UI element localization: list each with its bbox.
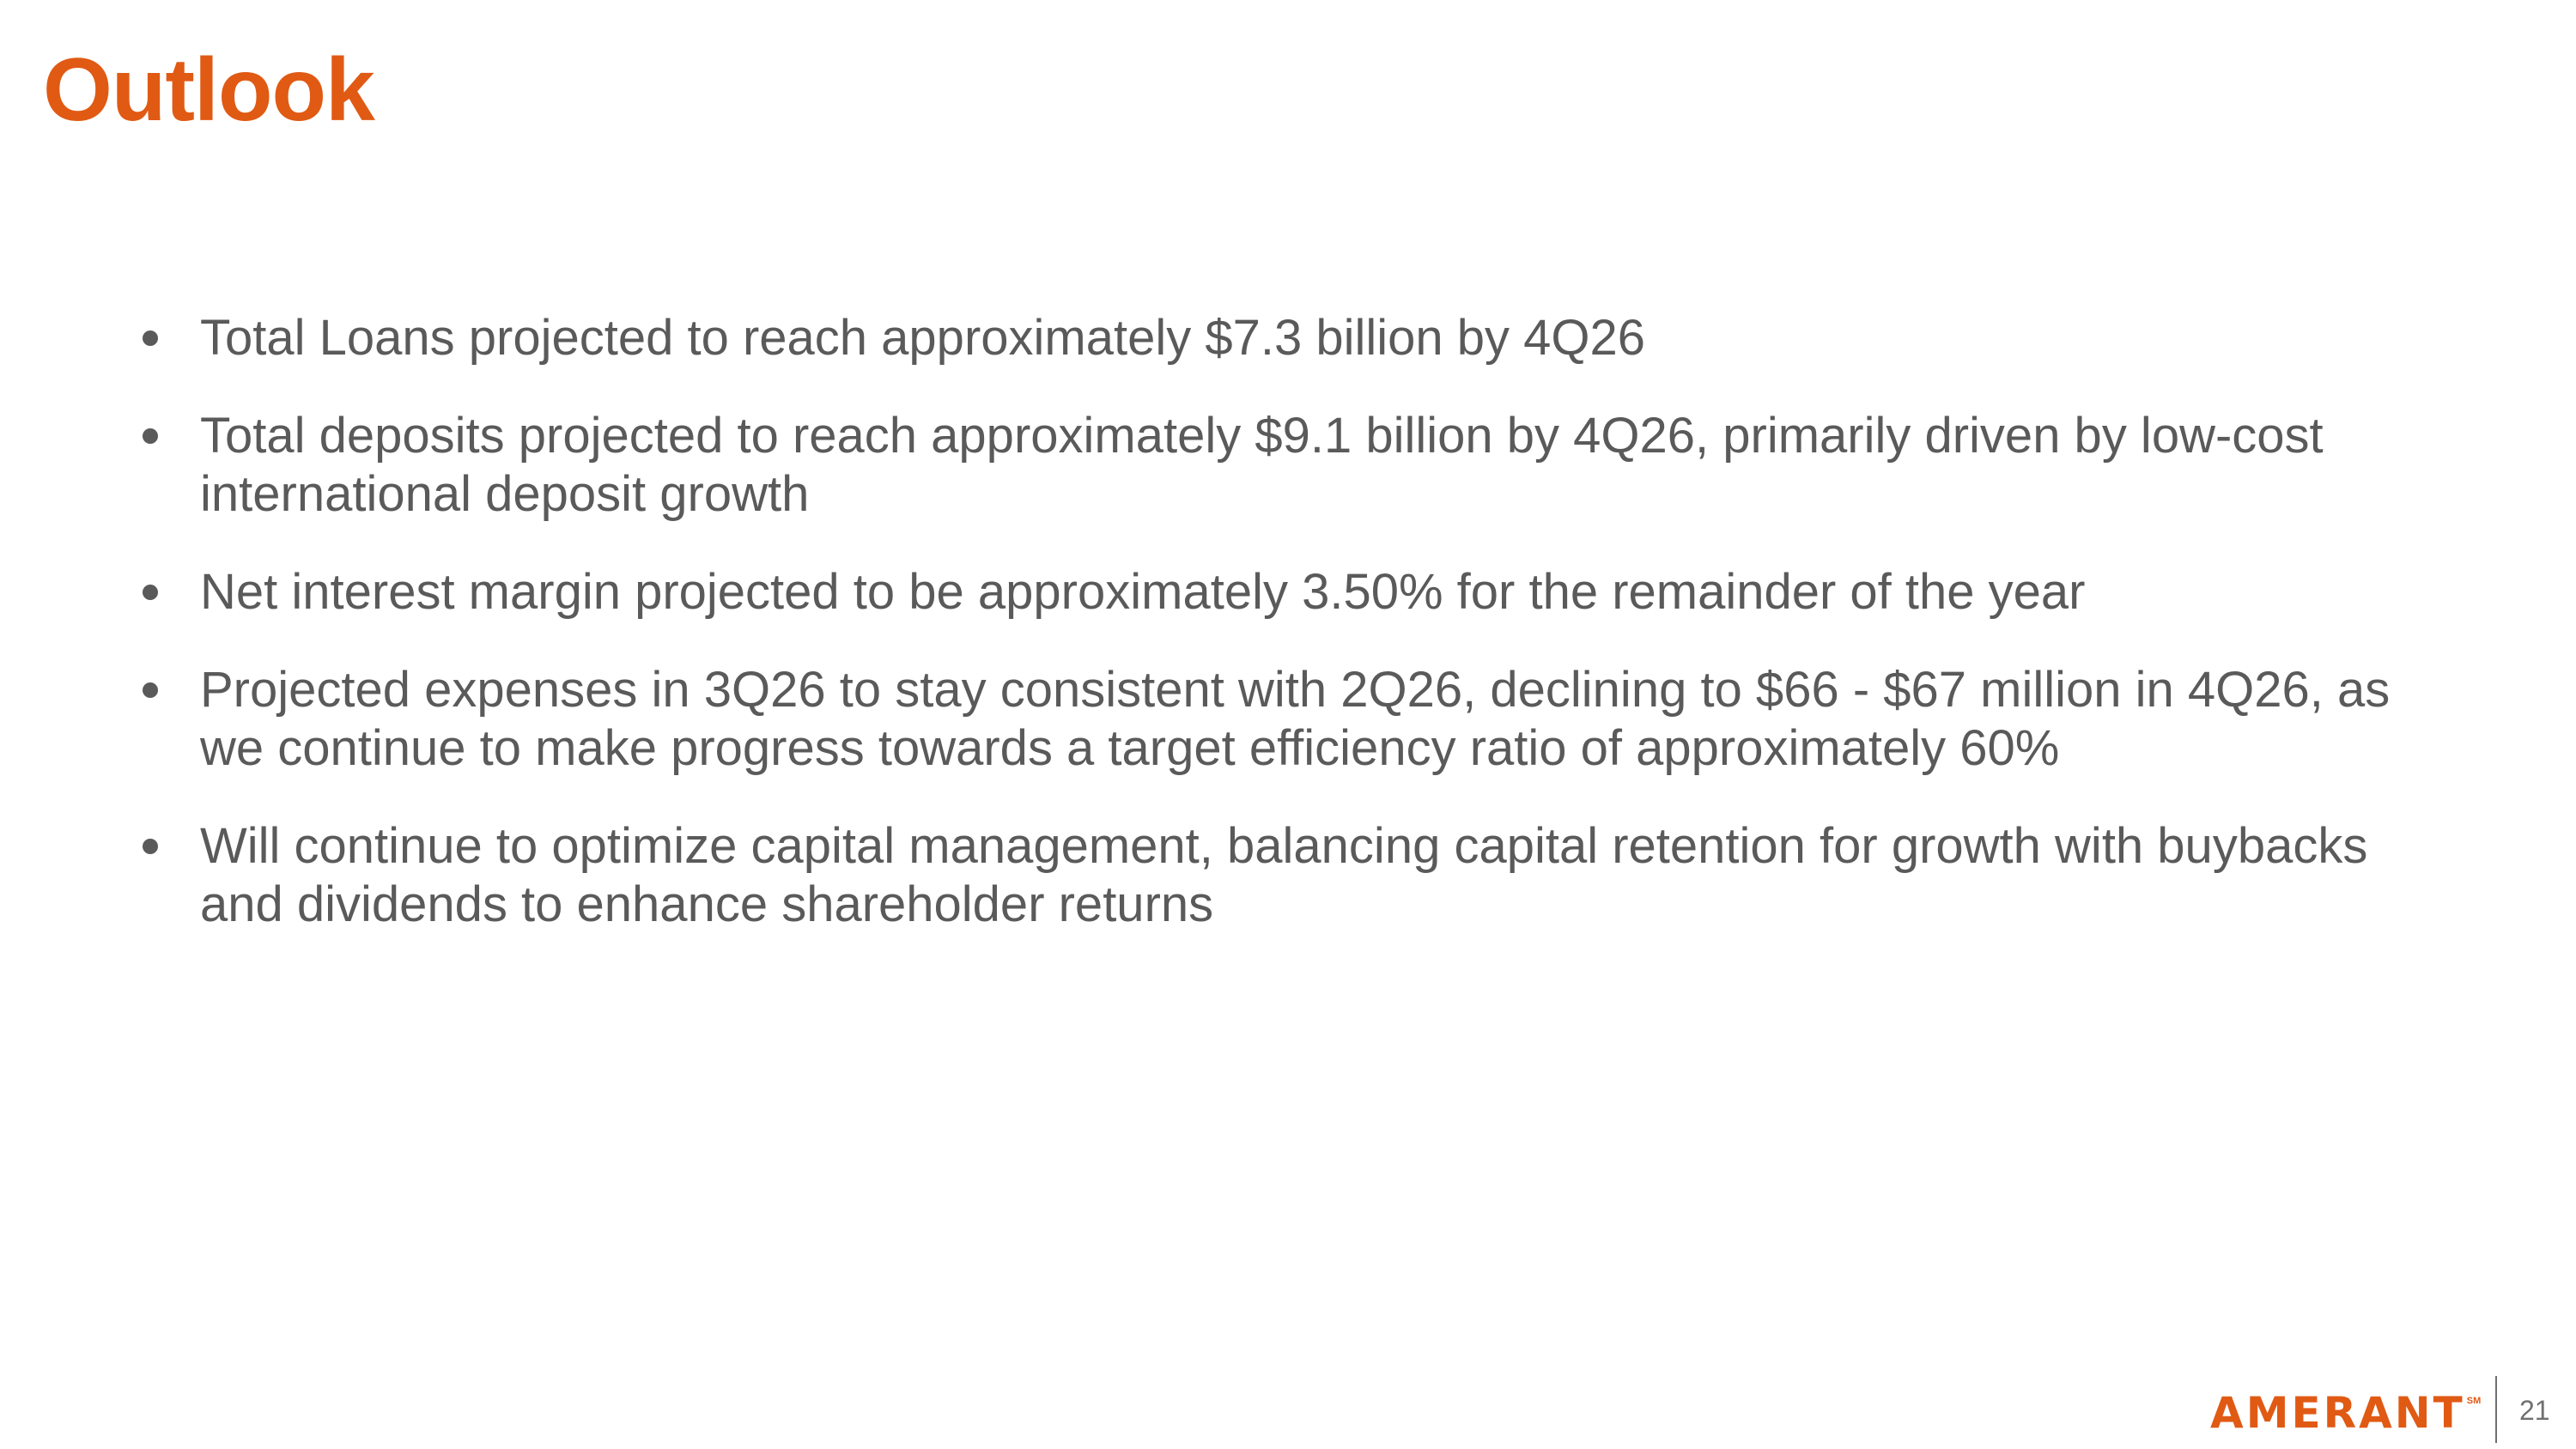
logo-wordmark: AMERANT bbox=[2210, 1388, 2465, 1438]
bullet-item bbox=[136, 407, 2403, 524]
slide-title: Outlook bbox=[43, 40, 374, 140]
bullet-text: Projected expenses in 3Q26 to stay consistent with 2Q26, declining to $66 - $67 million in 4Q26, as we continue to make progress towards a target efficiency ratio of approximately 60% bbox=[200, 662, 2391, 776]
bullet-item bbox=[136, 563, 2403, 621]
bullet-dot-icon bbox=[143, 585, 158, 600]
bullet-text: Will continue to optimize capital management, balancing capital retention for growth with buybacks and dividends to enhance shareholder returns bbox=[200, 818, 2368, 932]
bullet-item bbox=[136, 661, 2403, 778]
footer-divider bbox=[2495, 1376, 2497, 1443]
bullet-dot-icon bbox=[143, 682, 158, 698]
bullet-text: Net interest margin projected to be approximately 3.50% for the remainder of the year bbox=[200, 564, 2086, 620]
bullet-dot-icon bbox=[143, 330, 158, 346]
bullet-list bbox=[136, 309, 2403, 973]
bullet-item bbox=[136, 817, 2403, 934]
logo-service-mark: SM bbox=[2466, 1396, 2482, 1406]
page-number: 21 bbox=[2519, 1395, 2550, 1426]
bullet-text: Total Loans projected to reach approximately $7.3 billion by 4Q26 bbox=[200, 310, 1646, 366]
bullet-text: Total deposits projected to reach approximately $9.1 billion by 4Q26, primarily driven by low-cost international deposit growth bbox=[200, 408, 2324, 522]
bullet-item bbox=[136, 309, 2403, 367]
amerant-logo bbox=[2210, 1384, 2481, 1442]
bullet-dot-icon bbox=[143, 839, 158, 854]
bullet-dot-icon bbox=[143, 428, 158, 444]
